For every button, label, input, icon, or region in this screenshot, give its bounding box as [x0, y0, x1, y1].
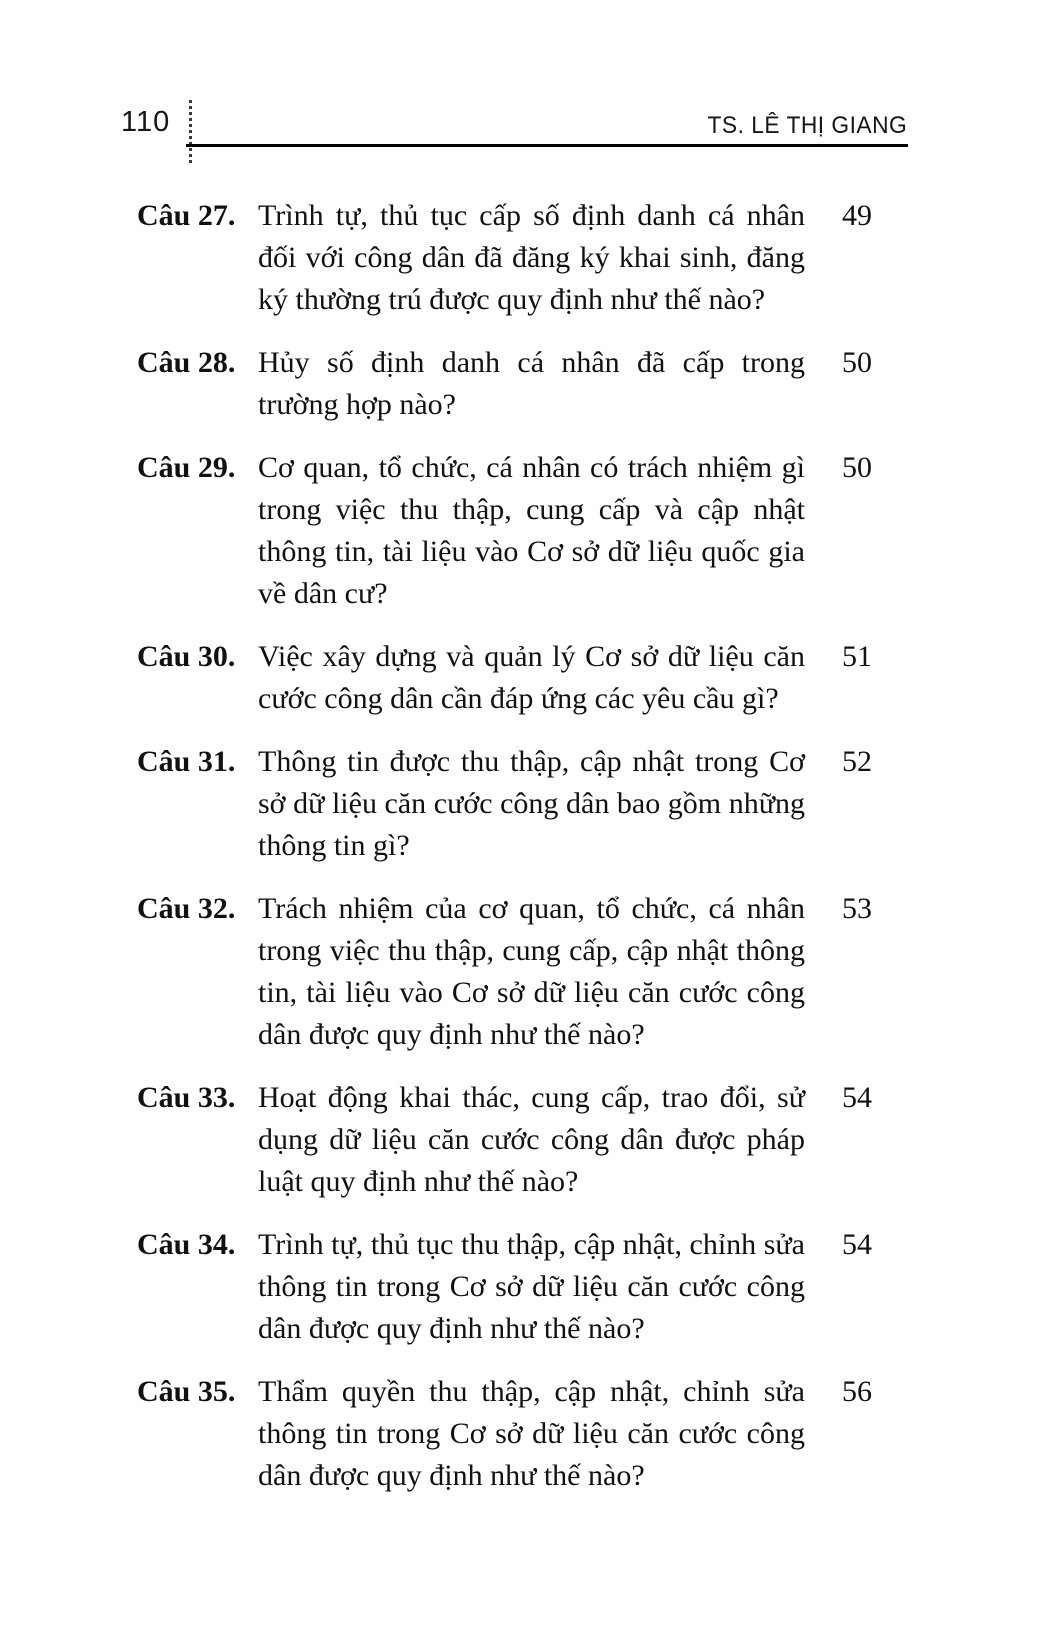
header-rule: [186, 144, 908, 147]
toc-entry-label: Câu 33.: [137, 1081, 236, 1114]
toc-entry-text: Thông tin được thu thập, cập nhật trong Cơ sở dữ liệu căn cước công dân bao gồm những thông tin gì?: [258, 745, 805, 862]
toc-entry-page-number: 54: [842, 1081, 872, 1114]
toc-entry-text: Thẩm quyền thu thập, cập nhật, chỉnh sửa thông tin trong Cơ sở dữ liệu căn cước công dân được quy định như thế nào?: [258, 1375, 805, 1492]
page-header: [0, 0, 1040, 165]
toc-entry-label: Câu 34.: [137, 1228, 236, 1261]
toc-entry-label: Câu 31.: [137, 745, 236, 778]
toc-entry-label: Câu 29.: [137, 451, 236, 484]
toc-entry: [137, 888, 872, 1056]
toc-entry-page-number: 50: [842, 451, 872, 484]
toc-entry-text: Trình tự, thủ tục cấp số định danh cá nhân đối với công dân đã đăng ký khai sinh, đăng ký thường trú được quy định như thế nào?: [258, 199, 805, 316]
toc-entry-text: Trình tự, thủ tục thu thập, cập nhật, chỉnh sửa thông tin trong Cơ sở dữ liệu căn cước công dân được quy định như thế nào?: [258, 1228, 805, 1345]
author-name: TS. LÊ THỊ GIANG: [707, 112, 907, 139]
toc-entry-page-number: 52: [842, 745, 872, 778]
toc-entry: [137, 1224, 872, 1350]
toc-entry-text: Hủy số định danh cá nhân đã cấp trong trường hợp nào?: [258, 346, 805, 421]
toc-entry-label: Câu 35.: [137, 1375, 236, 1408]
toc-entry: [137, 1077, 872, 1203]
toc-entry: [137, 1371, 872, 1497]
toc-entry: [137, 741, 872, 867]
toc-entry-text: Cơ quan, tổ chức, cá nhân có trách nhiệm gì trong việc thu thập, cung cấp và cập nhật thông tin, tài liệu vào Cơ sở dữ liệu quốc gia về dân cư?: [258, 451, 805, 610]
toc-entry-label: Câu 32.: [137, 892, 236, 925]
toc-entry-page-number: 50: [842, 346, 872, 379]
toc-entry: [137, 447, 872, 615]
toc-entry-page-number: 56: [842, 1375, 872, 1408]
dotted-chain-ornament: [189, 100, 192, 163]
toc-entry-label: Câu 30.: [137, 640, 236, 673]
toc-entry-label: Câu 28.: [137, 346, 236, 379]
toc-entry: [137, 636, 872, 720]
toc-entry: [137, 342, 872, 426]
toc-entry-page-number: 53: [842, 892, 872, 925]
toc-entry-label: Câu 27.: [137, 199, 236, 232]
page-number: 110: [121, 106, 171, 138]
toc-entry-page-number: 54: [842, 1228, 872, 1261]
toc-entry-text: Hoạt động khai thác, cung cấp, trao đổi, sử dụng dữ liệu căn cước công dân được pháp luật quy định như thế nào?: [258, 1081, 805, 1198]
toc-list: [0, 195, 1040, 1497]
toc-entry-page-number: 51: [842, 640, 872, 673]
toc-entry-text: Trách nhiệm của cơ quan, tổ chức, cá nhân trong việc thu thập, cung cấp, cập nhật thông tin, tài liệu vào Cơ sở dữ liệu căn cước công dân được quy định như thế nào?: [258, 892, 805, 1051]
toc-entry: [137, 195, 872, 321]
toc-entry-page-number: 49: [842, 199, 872, 232]
toc-entry-text: Việc xây dựng và quản lý Cơ sở dữ liệu căn cước công dân cần đáp ứng các yêu cầu gì?: [258, 640, 805, 715]
